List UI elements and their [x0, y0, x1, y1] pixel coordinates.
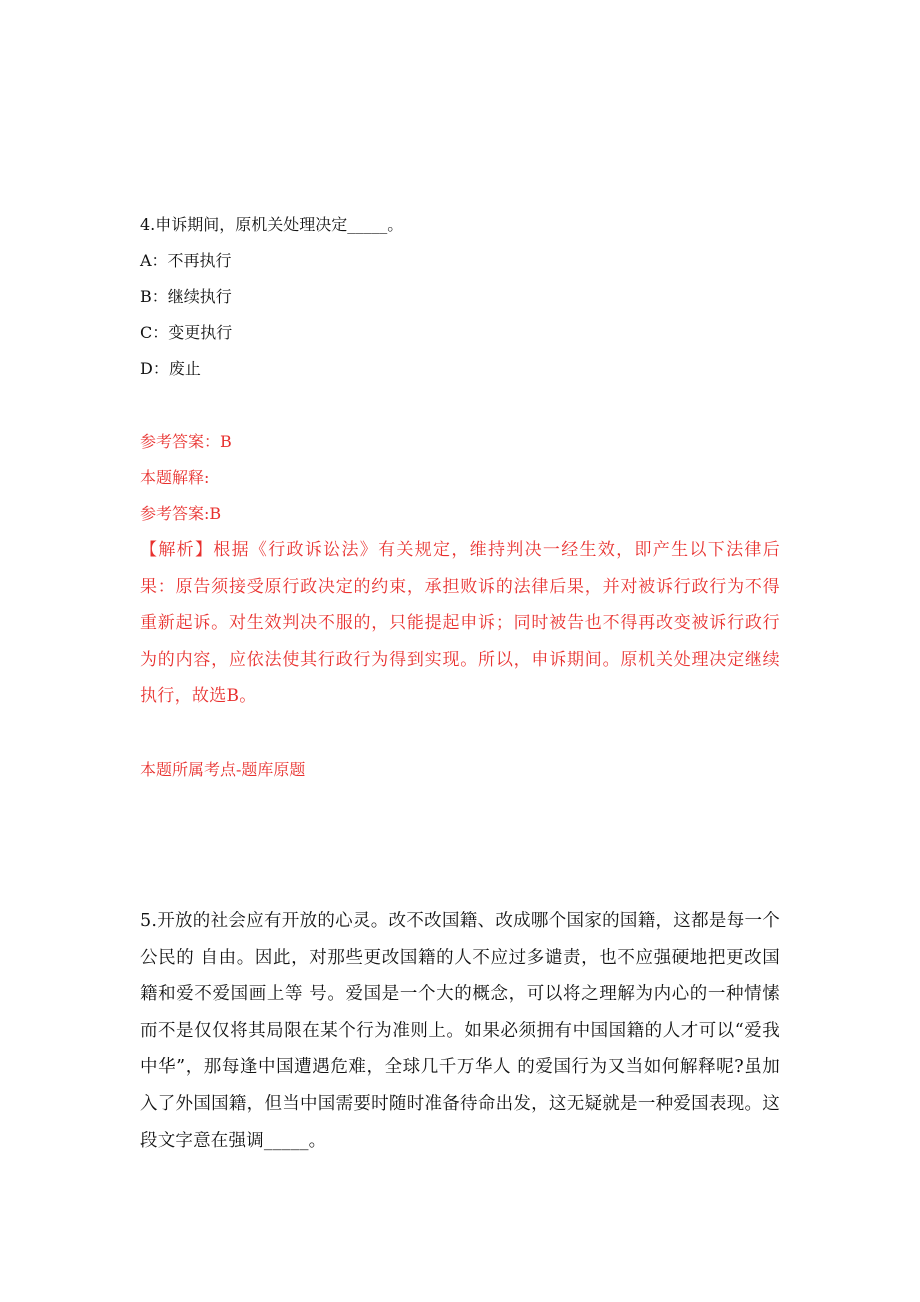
question-5	[140, 903, 780, 1159]
option-a: A：不再执行	[140, 251, 232, 270]
option-b: B：继续执行	[140, 287, 232, 306]
reference-answer: 参考答案：B	[140, 432, 232, 451]
reference-answer-repeat: 参考答案:B	[140, 504, 222, 523]
answer-section	[140, 424, 780, 715]
question-5-stem: 5.开放的社会应有开放的心灵。改不改国籍、改成哪个国家的国籍，这都是每一个公民的 自由。因此，对那些更改国籍的人不应过多谴责，也不应强硬地把更改国籍和爱不爱国画上等 号。爱国是一个大的概念，可以将之理解为内心的一种情愫而不是仅仅将其局限在某个行为准则上。如果必须拥有中国国籍的人才可以“爱我中华”，那每逢中国遭遇危难，全球几千万华人 的爱国行为又当如何解释呢?虽加入了外国国籍，但当中国需要时随时准备待命出发，这无疑就是一种爱国表现。这段文字意在强调_____。	[140, 911, 780, 1151]
analysis-text: 【解析】根据《行政诉讼法》有关规定，维持判决一经生效，即产生以下法律后果：原告须接受原行政决定的约束，承担败诉的法律后果，并对被诉行政行为不得重新起诉。对生效判决不服的，只能提起申诉；同时被告也不得再改变被诉行政行为的内容，应依法使其行政行为得到实现。所以，申诉期间。原机关处理决定继续执行，故选B。	[140, 540, 780, 707]
question-4-stem: 4.申诉期间，原机关处理决定_____。	[140, 215, 404, 234]
topic-section	[140, 752, 780, 788]
question-4	[140, 207, 780, 387]
option-c: C：变更执行	[140, 323, 233, 342]
explanation-label: 本题解释:	[140, 468, 210, 487]
option-d: D：废止	[140, 359, 201, 378]
topic-label: 本题所属考点-题库原题	[140, 760, 306, 779]
